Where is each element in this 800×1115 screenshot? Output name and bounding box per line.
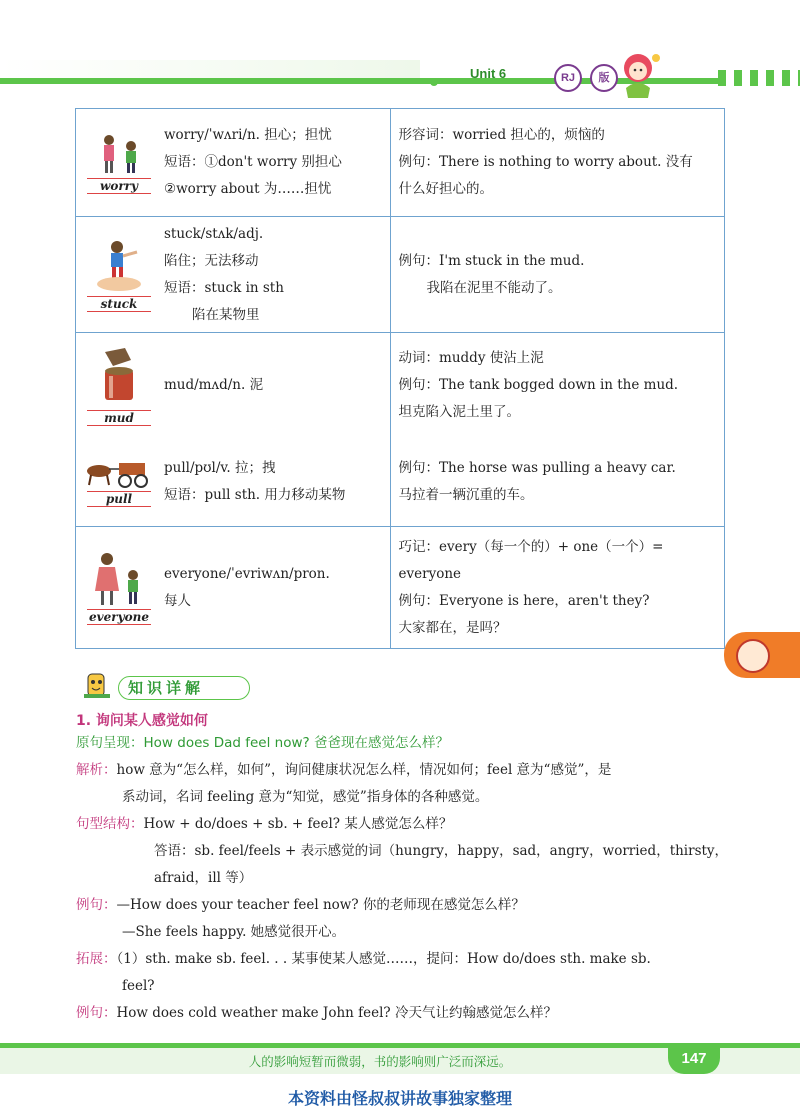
edition-badge: 版: [590, 64, 618, 92]
example-line: 大家都在，是吗？: [398, 619, 507, 636]
structure-label: 句型结构：: [76, 816, 144, 832]
example-line: 例句：Everyone is here，aren't they?: [398, 592, 650, 609]
mascot-girl-icon: [612, 48, 668, 100]
original-sentence: How does Dad feel now? 爸爸现在感觉怎么样？: [143, 735, 449, 751]
word-label: everyone: [87, 609, 151, 625]
note-line: 动词：muddy 使沾上泥: [398, 350, 544, 367]
phrase-line: 短语：stuck in sth: [164, 279, 284, 296]
extend-label: 拓展：: [76, 951, 117, 967]
word-entry: stuck/stʌk/adj.: [164, 225, 264, 242]
example-line: 例句：The horse was pulling a heavy car.: [398, 460, 676, 477]
knowledge-title: 知识详解: [128, 679, 205, 697]
vocab-table: [75, 108, 725, 649]
phrase-line: 短语：pull sth. 用力移动某物: [164, 487, 346, 504]
header-dot: [430, 78, 438, 86]
example-text: How does cold weather make John feel? 冷天气让约翰感觉怎么样？: [116, 1005, 557, 1021]
memory-tip-line: 巧记：every（每一个的）+ one（一个）=: [398, 538, 664, 555]
extend-text: feel?: [122, 978, 155, 994]
vocab-row-mud: [76, 333, 725, 439]
section-heading: 1. 询问某人感觉如何: [76, 713, 208, 729]
footer-quote: 人的影响短暂而微弱，书的影响则广泛而深远。: [248, 1054, 512, 1069]
word-entry: everyone/ˈevriwʌn/pron.: [164, 565, 330, 582]
word-entry: pull/pʊl/v. 拉；拽: [164, 460, 276, 477]
everyone-picture-icon: [89, 551, 149, 607]
unit-label: Unit 6: [470, 66, 507, 81]
vocab-row-worry: [76, 109, 725, 217]
example-line: 什么好担心的。: [398, 181, 494, 197]
mud-picture-icon: [91, 346, 147, 408]
analysis-text: how 意为“怎么样，如何”，询问健康状况怎么样，情况如何；feel 意为“感觉”，是: [116, 762, 612, 778]
word-label: stuck: [87, 296, 151, 312]
analysis-label: 解析：: [76, 762, 117, 778]
structure-text: How + do/does + sb. + feel? 某人感觉怎么样？: [143, 816, 453, 832]
page-number: 147: [668, 1044, 720, 1074]
phrase-line: ②worry about 为……担忧: [164, 181, 332, 197]
credit-line: 本资料由怪叔叔讲故事独家整理: [287, 1089, 512, 1108]
header-rule: [0, 78, 800, 84]
word-entry: mud/mʌd/n. 泥: [164, 377, 264, 394]
vocab-row-everyone: [76, 527, 725, 649]
rj-badge: RJ: [554, 64, 582, 92]
side-tab: [724, 632, 800, 678]
note-line: 形容词：worried 担心的，烦恼的: [398, 127, 605, 143]
answer-text: 答语：sb. feel/feels + 表示感觉的词（hungry，happy，sad，angry，worried，thirsty，: [154, 843, 729, 859]
knowledge-body: [76, 710, 729, 1027]
meaning-line: 陷住；无法移动: [164, 252, 259, 269]
original-label: 原句呈现：: [76, 735, 144, 751]
extend-text: （1）sth. make sb. feel. . . 某事使某人感觉……，提问：How do/does sth. make sb.: [116, 951, 651, 967]
answer-text: afraid，ill 等）: [154, 870, 253, 886]
worry-picture-icon: [89, 132, 149, 176]
word-entry: worry/ˈwʌri/n. 担心；担忧: [164, 127, 332, 143]
analysis-text: 系动词，名词 feeling 意为“知觉，感觉”指身体的各种感觉。: [122, 789, 489, 805]
example-line: 例句：I'm stuck in the mud.: [398, 252, 585, 269]
phrase-line: 短语：①don't worry 别担心: [164, 154, 342, 170]
stuck-picture-icon: [91, 238, 147, 294]
word-label: worry: [87, 178, 151, 194]
example-line: 例句：The tank bogged down in the mud.: [398, 377, 679, 394]
example-line: 坦克陷入泥土里了。: [398, 404, 521, 421]
example-line: 马拉着一辆沉重的车。: [398, 487, 534, 504]
pencil-mascot-icon: [80, 668, 116, 704]
word-label: pull: [87, 491, 151, 507]
word-label: mud: [87, 410, 151, 426]
memory-tip-line: everyone: [398, 565, 462, 582]
vocab-row-stuck: [76, 217, 725, 333]
pull-picture-icon: [83, 457, 155, 489]
example-text: —She feels happy. 她感觉很开心。: [122, 924, 346, 940]
example-label: 例句：: [76, 897, 117, 913]
example-text: —How does your teacher feel now? 你的老师现在感觉怎么样？: [116, 897, 525, 913]
phrase-line: 陷在某物里: [192, 306, 260, 323]
fox-face-icon: [736, 639, 770, 673]
meaning-line: 每人: [164, 592, 191, 609]
header-checker: [718, 70, 800, 86]
example-line: 例句：There is nothing to worry about. 没有: [398, 154, 693, 170]
vocab-row-pull: [76, 439, 725, 527]
example-line: 我陷在泥里不能动了。: [426, 279, 562, 296]
example-label: 例句：: [76, 1005, 117, 1021]
